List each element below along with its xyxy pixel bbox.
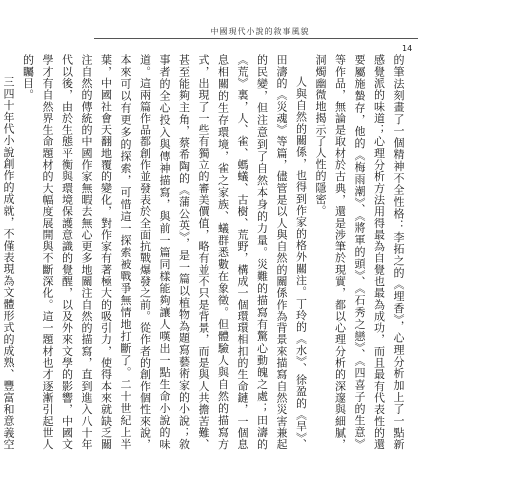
- paragraph-2: 人與自然的關係，也得到作家的格外關注。丁玲的《水》、徐盈的《旱》、田濤的《災魂》等篇，儘管是以人與自然的關係作為背景來描寫自然災害兼起的民變，但注意到了自然本身的力量。災難的描寫有驚心動魄之處；田濤的《荒》裏，人、雀、螞蟻、古樹、荒野，構成一個環環相扣的生命鏈，一個息息相關的生存環境，雀之家族、蟻群悉數在象徵。但體驗人與自然的描寫方式，出現了一些有獨立的審美價值，略有並不只是背景，而是與人共擔苦難、甚至能夠主角，蔡希陶的《蒲公英》，是一篇以植物為題寫藝術家的小說；敘事者的全心投入與傳神描寫，與前一篇同樣能夠讓人嘆出一點生命小說的味道。這兩篇作品都創作並發表於全面抗戰爆發之前。從作者的創作個性來說，本來可以有更多的探索，可惜這一探索被戰爭無情地打斷了。二十世紀上半葉，中國社會天翻地覆的變化，對作家有著極大的吸引力，使得本來就缺乏關注自然的傳統的中國作家無暇去無心更多地關注自然的描寫，直到進入八十年代以後，由於生態平衡與環境保護意識的覺醒，以及外來文學的影響，中國文學才有自然界生命題材的大幅度展開與不斷深化。這一題材也才逐漸引起世人的矚目。: [21, 54, 308, 450]
- paragraph-1: 的筆法刻畫了一個精神不全性格：李拓之的《埋香》，心理分析加上了一點新感覺派的味道；心理分析方法用得最為自覺也最為成功，而且最有代表性的還要屬施蟄存，他的《梅雨潮》、《將軍的頭》、《石秀之戀》、《四喜子的生意》等作品，無論是取材於古典，還是涉筆於現實，都以心理分析的深邃與細膩，洞燭幽微地揭示了人性的隱密。: [314, 54, 405, 450]
- running-header: [0, 0, 520, 53]
- body-text: [2, 54, 408, 450]
- header-rule: [94, 38, 418, 39]
- header-title: 中國現代小說的敘事風貌: [210, 27, 310, 36]
- page-number: 14: [402, 44, 413, 53]
- paragraph-3: 三四十年代小說創作的成就，不僅表現為文體形式的成熟、豐富和意義空: [2, 76, 15, 450]
